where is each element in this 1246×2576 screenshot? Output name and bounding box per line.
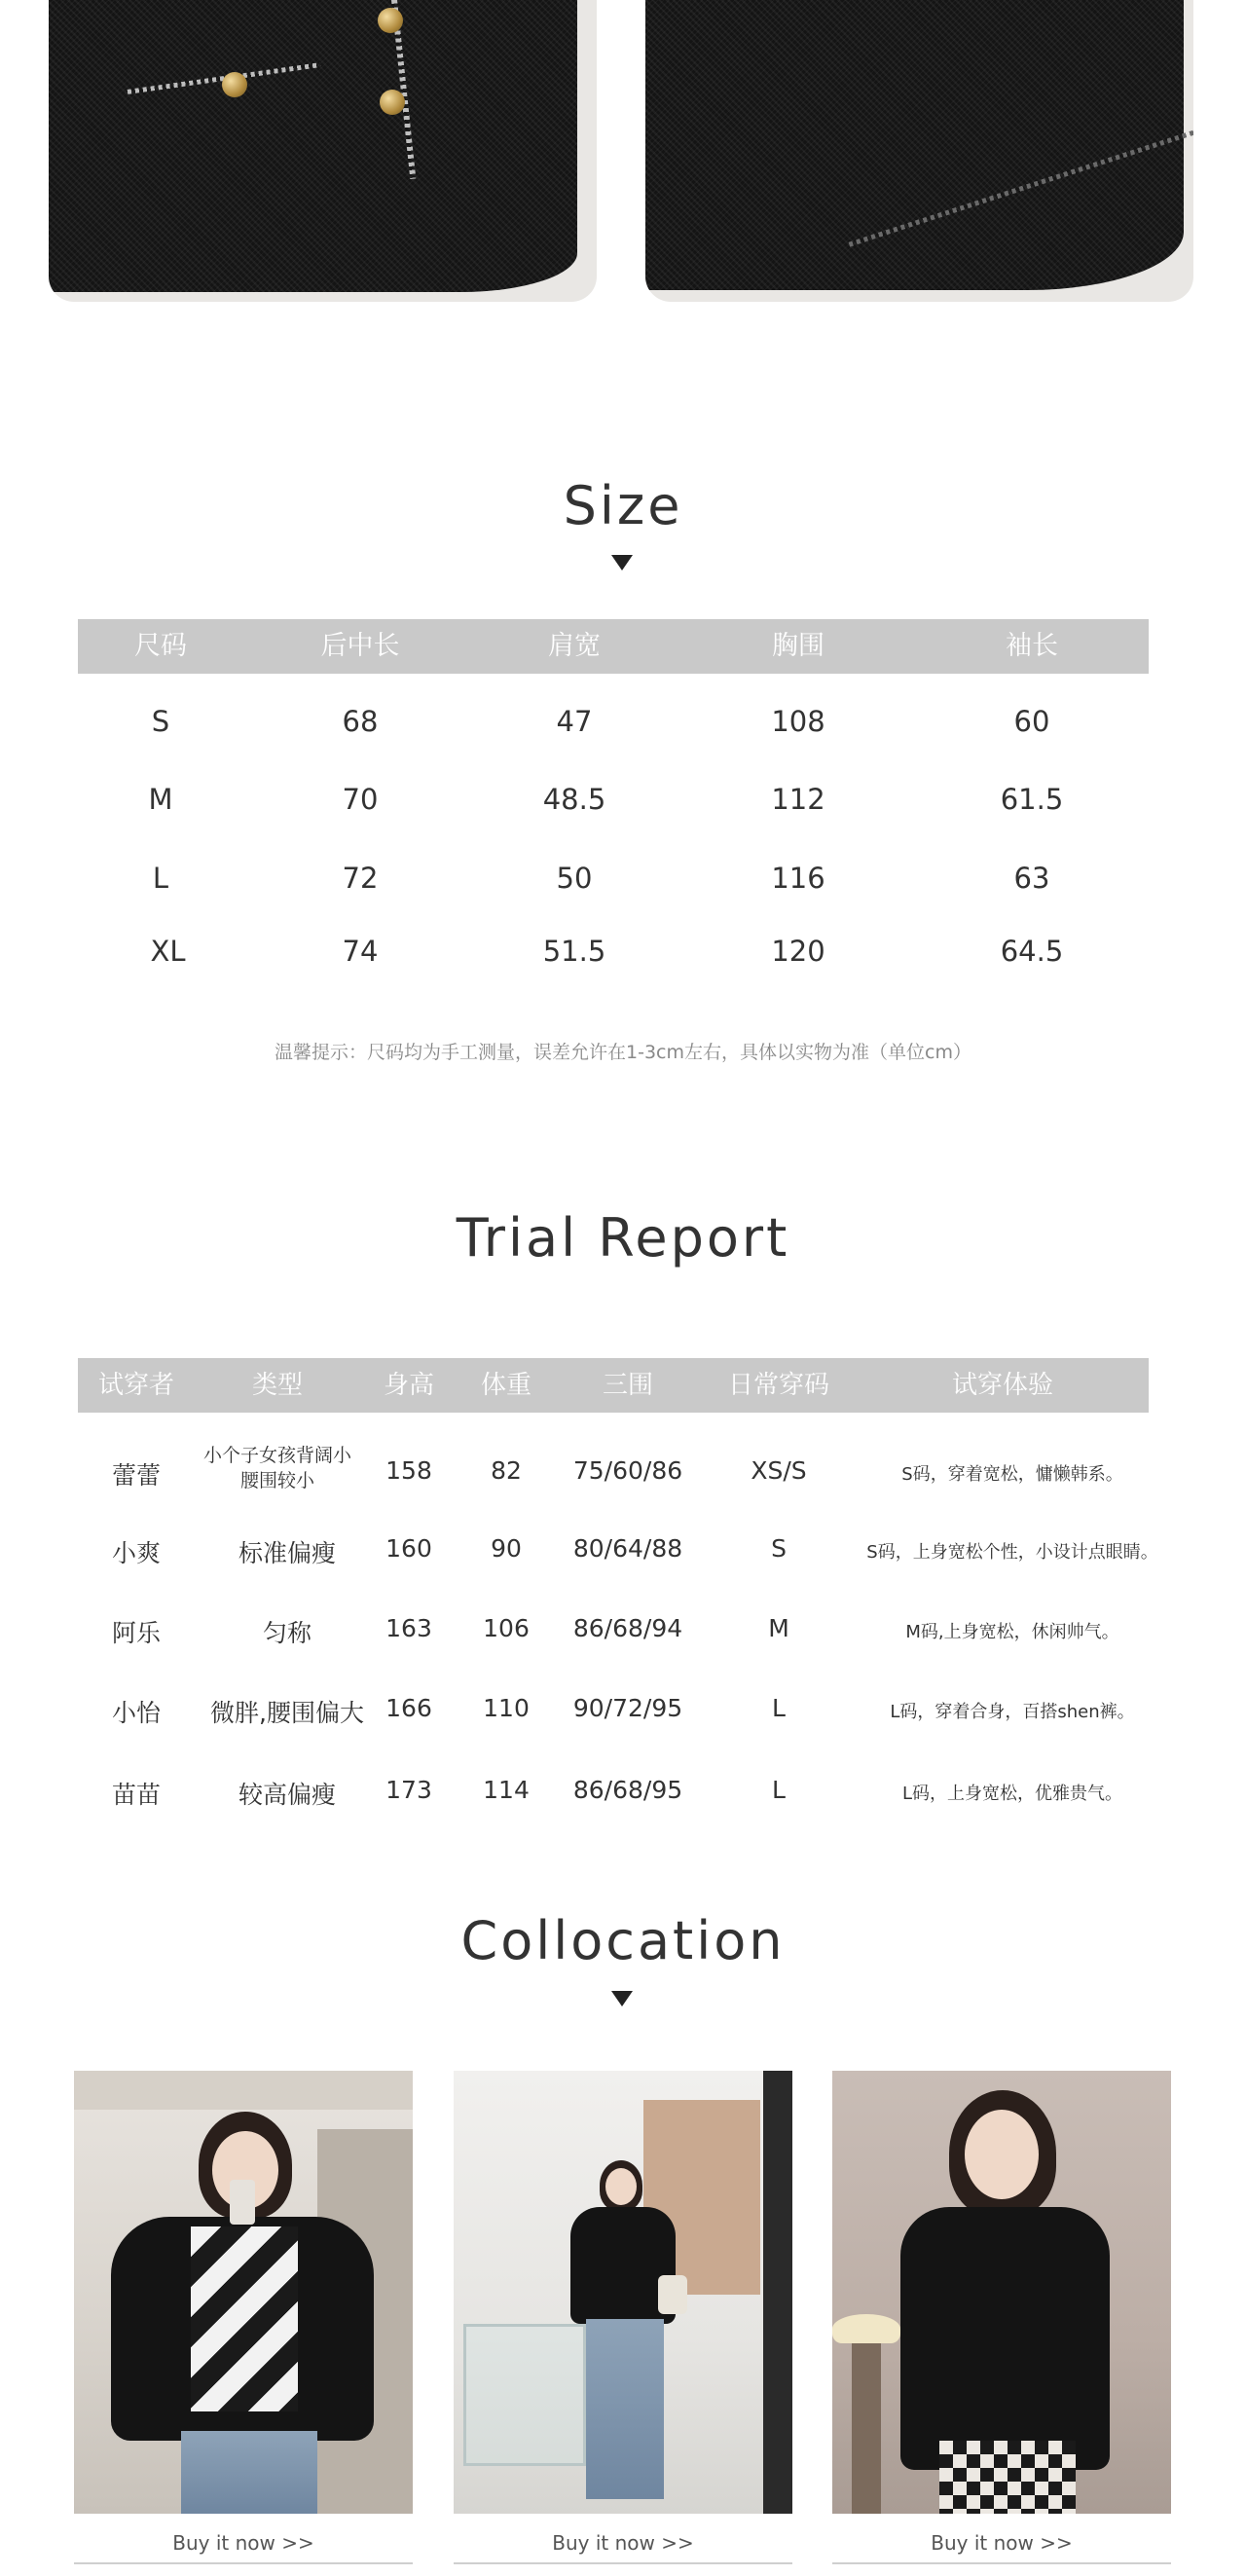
size-cell: 48.5 bbox=[542, 783, 606, 816]
trial-cell: 90 bbox=[491, 1534, 522, 1563]
trial-cell: 86/68/95 bbox=[572, 1776, 683, 1804]
model-face bbox=[605, 2168, 637, 2205]
size-table-header bbox=[78, 619, 1149, 674]
trial-cell: S bbox=[771, 1534, 787, 1563]
size-section-title: Size bbox=[563, 475, 683, 536]
size-header-cell: 肩宽 bbox=[548, 631, 601, 661]
trial-cell: L码，上身宽松，优雅贵气。 bbox=[901, 1784, 1123, 1804]
size-cell: XL bbox=[150, 935, 186, 968]
trial-table-header bbox=[78, 1358, 1149, 1413]
trial-cell: 90/72/95 bbox=[572, 1694, 683, 1722]
size-cell: 60 bbox=[1013, 705, 1050, 738]
trial-header-cell: 体重 bbox=[480, 1371, 531, 1400]
collocation-photo[interactable] bbox=[832, 2071, 1171, 2514]
trial-cell: S码，穿着宽松，慵懒韩系。 bbox=[901, 1464, 1123, 1485]
trial-report-section-title: Trial Report bbox=[456, 1207, 790, 1269]
buy-link-underline bbox=[74, 2562, 413, 2564]
checkered-skirt bbox=[939, 2441, 1076, 2514]
size-cell: 50 bbox=[556, 862, 593, 895]
buy-it-now-link[interactable]: Buy it now >> bbox=[552, 2531, 694, 2555]
trial-cell: 小爽 bbox=[111, 1539, 161, 1567]
trial-cell: 82 bbox=[491, 1456, 522, 1485]
size-cell: 51.5 bbox=[542, 935, 606, 968]
buy-link-underline bbox=[832, 2562, 1171, 2564]
boucle-fabric-texture bbox=[645, 0, 1184, 290]
trial-cell: 110 bbox=[483, 1694, 530, 1722]
trial-cell: S码，上身宽松个性，小设计点眼睛。 bbox=[866, 1542, 1158, 1563]
size-cell: L bbox=[152, 862, 169, 895]
size-cell: 68 bbox=[342, 705, 379, 738]
trial-header-cell: 试穿者 bbox=[97, 1371, 174, 1400]
trial-cell: 158 bbox=[385, 1456, 432, 1485]
trial-cell: 匀称 bbox=[262, 1619, 312, 1647]
trial-cell: 106 bbox=[483, 1614, 530, 1642]
striped-sweater bbox=[191, 2226, 298, 2411]
gold-button-icon bbox=[380, 90, 405, 115]
side-table bbox=[852, 2343, 881, 2514]
white-bag bbox=[658, 2275, 687, 2314]
size-cell: 72 bbox=[342, 862, 379, 895]
trial-cell: 小个子女孩背阔小腰围较小 bbox=[202, 1445, 351, 1491]
size-header-cell: 袖长 bbox=[1006, 631, 1058, 661]
size-cell: 70 bbox=[342, 783, 379, 816]
trial-cell: 蕾蕾 bbox=[111, 1461, 161, 1490]
size-cell: S bbox=[151, 705, 170, 738]
trial-cell: 苗苗 bbox=[111, 1781, 161, 1809]
trial-cell: 160 bbox=[385, 1534, 432, 1563]
dark-door-frame bbox=[763, 2071, 792, 2514]
size-cell: 116 bbox=[771, 862, 825, 895]
buy-link-underline bbox=[454, 2562, 792, 2564]
trial-cell: 标准偏瘦 bbox=[238, 1539, 336, 1567]
trial-cell: XS/S bbox=[751, 1456, 807, 1485]
trial-cell: 微胖,腰围偏大 bbox=[210, 1699, 364, 1727]
blue-jeans bbox=[181, 2431, 317, 2514]
trial-header-cell: 日常穿码 bbox=[727, 1371, 829, 1400]
gold-button-icon bbox=[378, 8, 403, 33]
collocation-section-title: Collocation bbox=[460, 1910, 786, 1971]
size-header-cell: 胸围 bbox=[772, 631, 825, 661]
trial-cell: 80/64/88 bbox=[572, 1534, 683, 1563]
size-cell: 120 bbox=[771, 935, 825, 968]
size-header-cell: 尺码 bbox=[134, 631, 187, 661]
trial-cell: 114 bbox=[483, 1776, 530, 1804]
trial-cell: 163 bbox=[385, 1614, 432, 1642]
trial-cell: M码,上身宽松，休闲帅气。 bbox=[905, 1622, 1119, 1642]
trial-cell: 173 bbox=[385, 1776, 432, 1804]
size-cell: 74 bbox=[342, 935, 379, 968]
down-arrow-icon bbox=[611, 1991, 633, 2006]
trial-cell: L码，穿着合身，百搭shen裤。 bbox=[890, 1702, 1135, 1722]
trial-cell: 较高偏瘦 bbox=[238, 1781, 336, 1809]
size-measurement-note: 温馨提示：尺码均为手工测量，误差允许在1-3cm左右，具体以实物为准（单位cm） bbox=[275, 1042, 971, 1063]
size-cell: 64.5 bbox=[1000, 935, 1064, 968]
trial-cell: 75/60/86 bbox=[572, 1456, 683, 1485]
trial-cell: L bbox=[772, 1694, 786, 1722]
trial-cell: 86/68/94 bbox=[572, 1614, 683, 1642]
collocation-photo[interactable] bbox=[74, 2071, 413, 2514]
trial-cell: L bbox=[772, 1776, 786, 1804]
trial-header-cell: 三围 bbox=[602, 1371, 653, 1400]
blue-jeans bbox=[586, 2319, 664, 2499]
model-face bbox=[965, 2110, 1039, 2199]
product-closeup-photo-front bbox=[49, 0, 597, 302]
trial-cell: 阿乐 bbox=[111, 1619, 161, 1647]
size-header-cell: 后中长 bbox=[320, 631, 400, 661]
size-cell: 61.5 bbox=[1000, 783, 1064, 816]
trial-header-cell: 试穿体验 bbox=[951, 1371, 1053, 1400]
gold-button-icon bbox=[222, 72, 247, 97]
trial-header-cell: 类型 bbox=[251, 1371, 303, 1400]
collocation-photo[interactable] bbox=[454, 2071, 792, 2514]
black-jacket bbox=[900, 2207, 1110, 2470]
size-cell: 63 bbox=[1013, 862, 1050, 895]
size-cell: 47 bbox=[556, 705, 593, 738]
ceiling-background bbox=[74, 2071, 413, 2110]
trial-header-cell: 身高 bbox=[383, 1371, 434, 1400]
size-cell: 108 bbox=[771, 705, 825, 738]
product-closeup-photo-cuff bbox=[645, 0, 1193, 302]
trial-cell: 166 bbox=[385, 1694, 432, 1722]
lamp-shade bbox=[832, 2314, 900, 2343]
tweed-fabric-texture bbox=[49, 0, 577, 292]
down-arrow-icon bbox=[611, 555, 633, 570]
glass-table bbox=[463, 2324, 586, 2466]
trial-cell: M bbox=[768, 1614, 789, 1642]
size-cell: 112 bbox=[771, 783, 825, 816]
trial-cell: 小怡 bbox=[111, 1699, 161, 1727]
size-cell: M bbox=[148, 783, 173, 816]
buy-it-now-link[interactable]: Buy it now >> bbox=[931, 2531, 1073, 2555]
buy-it-now-link[interactable]: Buy it now >> bbox=[172, 2531, 314, 2555]
phone-icon bbox=[230, 2180, 255, 2225]
